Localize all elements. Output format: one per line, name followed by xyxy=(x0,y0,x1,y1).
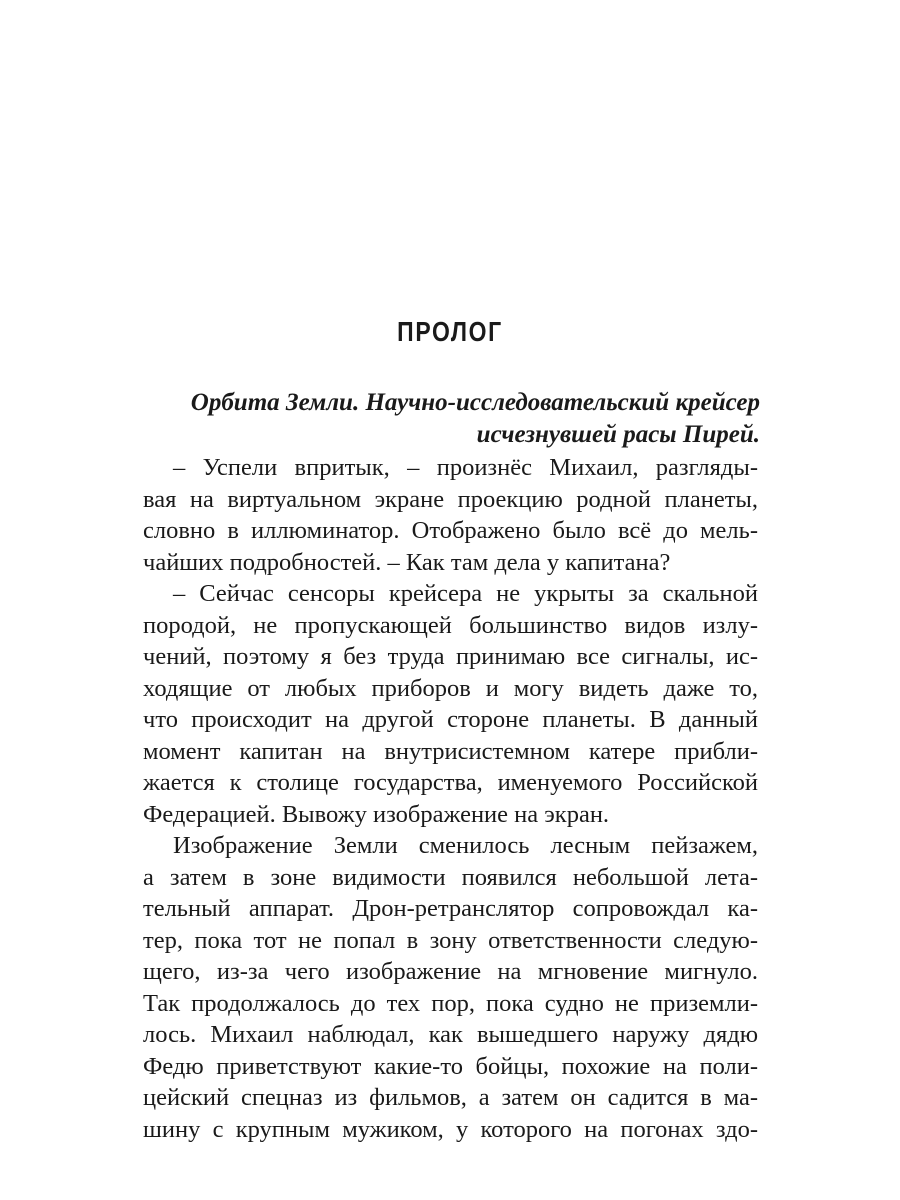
text-line: что происходит на другой стороне планеты. В данный xyxy=(143,706,758,733)
text-line: ходящие от любых приборов и могу видеть даже то, xyxy=(143,674,758,702)
epigraph-line: Орбита Земли. Научно-исследовательский крейсер xyxy=(190,389,760,416)
epigraph xyxy=(140,387,760,451)
body-text xyxy=(143,452,758,1145)
text-line: жается к столице государства, именуемого Российской xyxy=(143,769,758,796)
text-line: Так продолжалось до тех пор, пока судно не приземли- xyxy=(143,989,758,1017)
text-line: а затем в зоне видимости появился небольшой лета- xyxy=(143,863,758,891)
text-line: вая на виртуальном экране проекцию родной планеты, xyxy=(143,485,758,513)
text-line: чайших подробностей. – Как там дела у капитана? xyxy=(143,548,671,576)
text-line: чений, поэтому я без труда принимаю все сигналы, ис- xyxy=(143,643,758,670)
text-line: тельный аппарат. Дрон-ретранслятор сопровождал ка- xyxy=(143,895,758,922)
text-line: тер, пока тот не попал в зону ответственности следую- xyxy=(143,926,758,954)
text-line: лось. Михаил наблюдал, как вышедшего наружу дядю xyxy=(143,1021,758,1048)
text-line: Федерацией. Вывожу изображение на экран. xyxy=(143,800,610,828)
text-line: словно в иллюминатор. Отображено было всё до мель- xyxy=(143,517,758,544)
text-line: цейский спецназ из фильмов, а затем он садится в ма- xyxy=(143,1084,758,1111)
text-line: щего, из-за чего изображение на мгновение мигнуло. xyxy=(143,958,758,985)
text-line: – Успели впритык, – произнёс Михаил, разгляды- xyxy=(173,454,758,481)
text-line: – Сейчас сенсоры крейсера не укрыты за скальной xyxy=(173,580,758,607)
text-line: Изображение Земли сменилось лесным пейзажем, xyxy=(173,832,758,859)
text-line: шину с крупным мужиком, у которого на погонах здо- xyxy=(143,1115,758,1143)
text-line: породой, не пропускающей большинство видов излу- xyxy=(143,611,758,639)
text-line: момент капитан на внутрисистемном катере прибли- xyxy=(143,737,758,765)
epigraph-line: исчезнувшей расы Пирей. xyxy=(476,421,760,448)
text-line: Федю приветствуют какие-то бойцы, похожие на поли- xyxy=(143,1052,758,1080)
chapter-title: ПРОЛОГ xyxy=(397,316,503,347)
